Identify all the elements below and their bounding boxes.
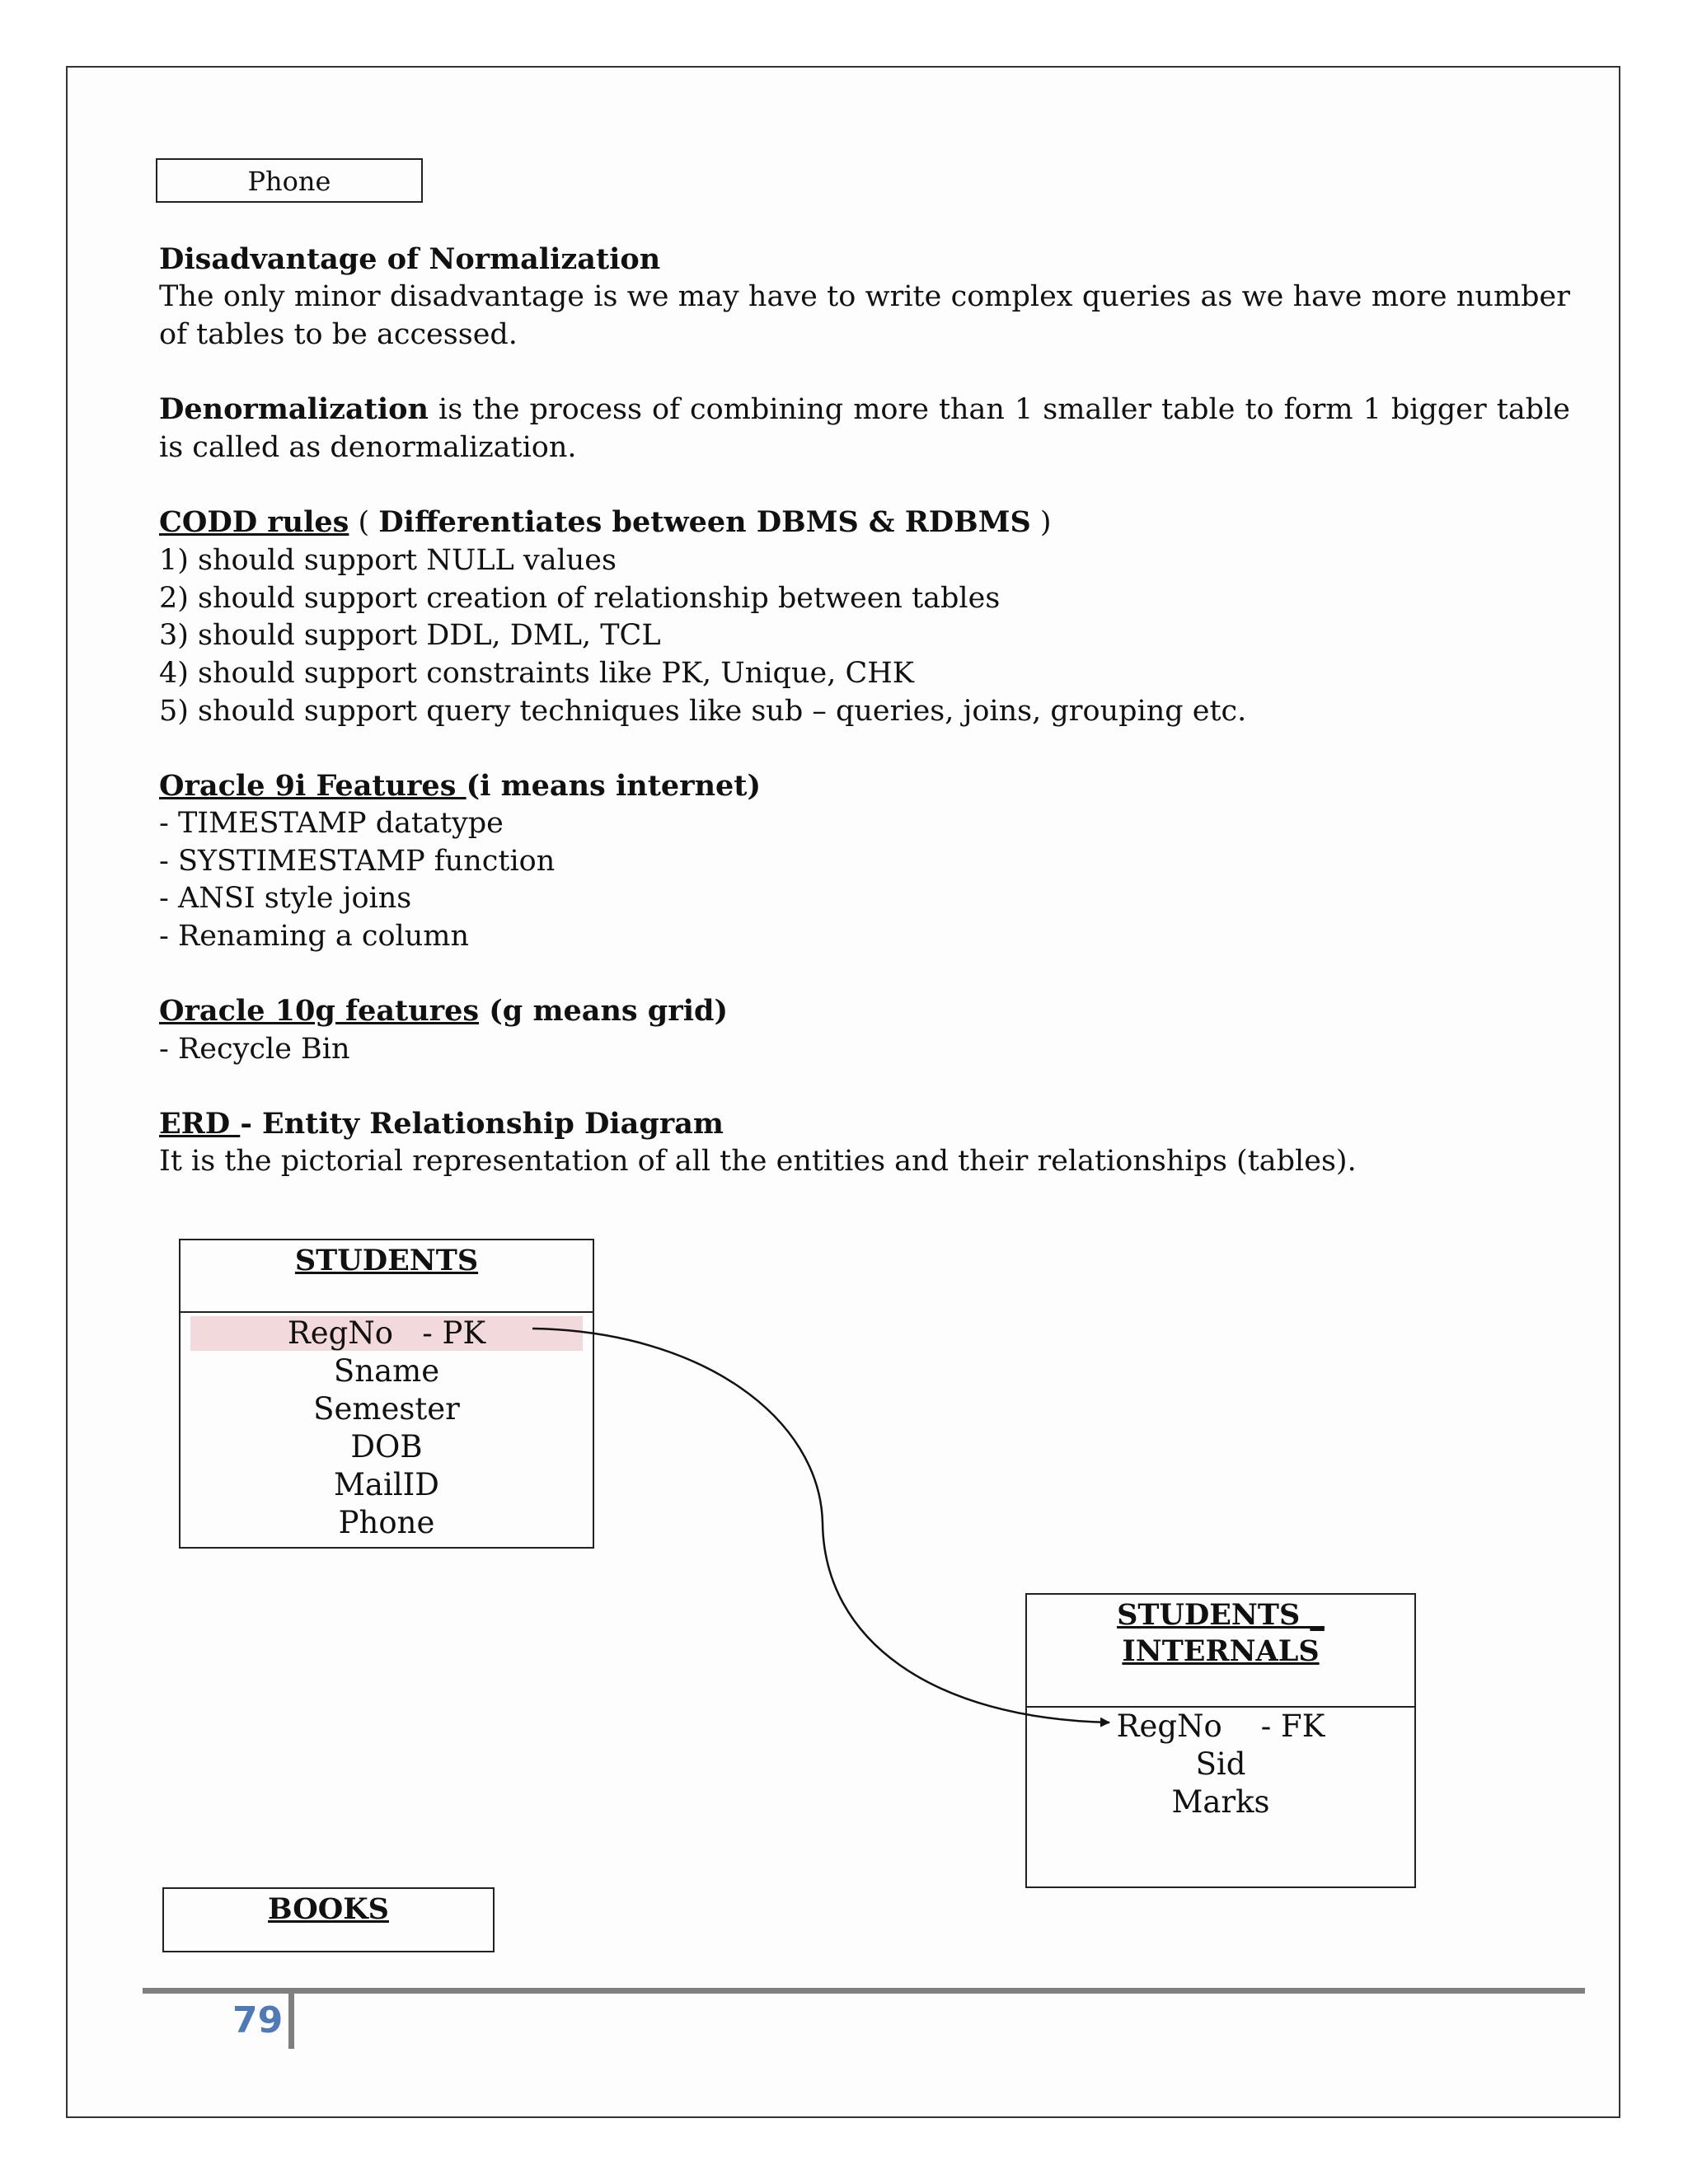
students-title: STUDENTS (294, 1244, 479, 1277)
disadvantage-heading: Disadvantage of Normalization (159, 242, 661, 276)
codd-title: CODD rules (159, 505, 349, 539)
denormalization-term: Denormalization (159, 392, 429, 426)
footer-page-separator (288, 1990, 294, 2049)
students-field-sname: Sname (333, 1353, 440, 1389)
oracle9i-item: - ANSI style joins (159, 882, 412, 915)
codd-subtitle: Differentiates between DBMS & RDBMS (378, 505, 1031, 539)
students-field-dob: DOB (350, 1429, 423, 1465)
codd-item: 3) should support DDL, DML, TCL (159, 619, 661, 652)
students-field-phone: Phone (338, 1505, 435, 1540)
codd-item: 5) should support query techniques like sub – queries, joins, grouping etc. (159, 695, 1247, 728)
codd-paren-close: ) (1030, 506, 1052, 539)
oracle10g-item: - Recycle Bin (159, 1033, 350, 1066)
codd-item: 1) should support NULL values (159, 544, 617, 577)
oracle10g-title: Oracle 10g features (159, 994, 480, 1028)
codd-item: 4) should support constraints like PK, Unique, CHK (159, 657, 914, 690)
page-number: 79 (232, 1999, 284, 2041)
students-field-regno: RegNo - PK (287, 1315, 486, 1351)
internals-title-line1: STUDENTS _ (1117, 1598, 1325, 1632)
oracle9i-item: - TIMESTAMP datatype (159, 807, 504, 840)
footer-rule (143, 1988, 1585, 1994)
oracle9i-title: Oracle 9i Features (159, 769, 467, 803)
oracle9i-item: - SYSTIMESTAMP function (159, 845, 556, 878)
internals-field-regno: RegNo - FK (1116, 1708, 1325, 1744)
codd-paren-open: ( (349, 506, 379, 539)
students-field-semester: Semester (313, 1391, 460, 1427)
students-field-mailid: MailID (334, 1467, 439, 1502)
codd-item: 2) should support creation of relationship between tables (159, 582, 1001, 615)
erd-text: It is the pictorial representation of all the entities and their relationships (tables). (159, 1145, 1357, 1178)
oracle9i-subtitle: (i means internet) (466, 769, 762, 803)
erd-subtitle: - Entity Relationship Diagram (240, 1107, 724, 1141)
internals-field-marks: Marks (1171, 1784, 1270, 1820)
books-title: BOOKS (268, 1892, 389, 1926)
denormalization-text: is the process of combining more than 1 smaller table to form 1 bigger table is called as denormalization. (159, 393, 1570, 464)
phone-box-label: Phone (247, 166, 331, 197)
oracle9i-item: - Renaming a column (159, 920, 470, 953)
internals-title-line2: INTERNALS (1122, 1634, 1320, 1668)
oracle10g-subtitle: (g means grid) (479, 994, 729, 1028)
disadvantage-text: The only minor disadvantage is we may have to write complex queries as we have more number of tables to be accessed. (159, 280, 1570, 351)
erd-title: ERD (159, 1107, 241, 1141)
internals-field-sid: Sid (1195, 1746, 1246, 1782)
relationship-line (532, 1329, 1109, 1722)
